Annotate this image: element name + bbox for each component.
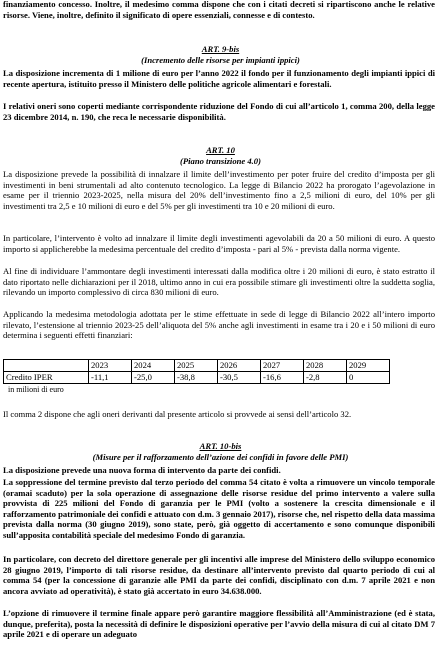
table-year-cell: 2029: [347, 360, 390, 372]
table-year-cell: 2028: [304, 360, 347, 372]
table-corner-cell: [4, 360, 89, 372]
table-year-cell: 2025: [175, 360, 218, 372]
art9bis-subtitle: (Incremento delle risorse per impianti ippici): [141, 55, 300, 65]
table-value-cell: -38,8: [175, 372, 218, 384]
table-unit-note: in milioni di euro: [8, 385, 64, 394]
table-row-label: Credito IPER: [4, 372, 89, 384]
art10-title: ART. 10: [206, 145, 235, 155]
financial-effects-table: [3, 359, 390, 384]
art10bis-subtitle: (Misure per il rafforzamento dell’azione dei confidi in favore delle PMI): [92, 452, 349, 462]
art10-paragraph-4: Applicando la medesima metodologia adottata per le stime effettuate in sede di legge di Bilancio 2022 all’intero importo rilevato, l’estensione al triennio 2023-25 dell’aliquota del 5% anche agli investimenti in esame tra i 20 e i 50 milioni di euro determina i seguenti effetti finanziari:: [3, 309, 435, 341]
table-header-row: [4, 360, 390, 372]
art9bis-title: ART. 9-bis: [201, 44, 240, 54]
art10-paragraph-3: Al fine di individuare l’ammontare degli investimenti interessati dalla modifica oltre i 20 milioni di euro, è stato estratto il dato riportato nelle dichiarazioni per il 2018, ultimo anno in cui era possibile stimare gli investimenti oltre la suddetta soglia, rilevando un importo complessivo di circa 830 milioni di euro.: [3, 266, 435, 298]
table-year-cell: 2024: [132, 360, 175, 372]
table-value-cell: -2,8: [304, 372, 347, 384]
table-value-cell: -25,0: [132, 372, 175, 384]
table-value-cell: -11,1: [89, 372, 132, 384]
table-value-cell: -16,6: [261, 372, 304, 384]
table-year-cell: 2023: [89, 360, 132, 372]
art10bis-title: ART. 10-bis: [199, 441, 242, 451]
intro-paragraph: finanziamento concesso. Inoltre, il medesimo comma dispone che con i citati decreti si ripartiscono anche le relative risorse. Viene, inoltre, definito il significato di opere essenziali, connesse e di contesto.: [3, 0, 435, 20]
table-row: [4, 372, 390, 384]
art10bis-paragraph-3: In particolare, con decreto del direttore generale per gli incentivi alle imprese del Ministero dello sviluppo economico 28 giugno 2019, l’importo di tali risorse residue, da destinare all’intervento previsto dal quarto periodo di cui al comma 54 (per la concessione di garanzie alle PMI da parte dei confidi, disciplinato con d.m. 7 aprile 2021 e non ancora avviato ad operatività), è stato già accertato in euro 34.638.000.: [3, 554, 435, 596]
table-year-cell: 2026: [218, 360, 261, 372]
art10-paragraph-2: In particolare, l’intervento è volto ad innalzare il limite degli investimenti agevolabili da 20 a 50 milioni di euro. A questo importo si applicherebbe la medesima percentuale del credito d’imposta - pari al 5% - prevista dalla norma vigente.: [3, 233, 435, 254]
art10-paragraph-5: Il comma 2 dispone che agli oneri derivanti dal presente articolo si provvede ai sensi dell’articolo 32.: [3, 409, 352, 419]
art10-subtitle: (Piano transizione 4.0): [180, 156, 261, 166]
table-value-cell: -30,5: [218, 372, 261, 384]
art10-paragraph-1: La disposizione prevede la possibilità di innalzare il limite dell’investimento per poter fruire del credito d’imposta per gli investimenti in beni strumentali ad alto contenuto tecnologico. La legge di Bilancio 2022 ha prorogato l’agevolazione in esame per il triennio 2023-2025, nella misura del 20% dell’investimento fino a 2,5 milioni di euro, del 10% per gli investimenti tra 2,5 e 10 milioni di euro e del 5% per gli investimenti tra 10 e 20 milioni di euro.: [3, 169, 435, 211]
art10bis-paragraph-1: La disposizione prevede una nuova forma di intervento da parte dei confidi.: [3, 465, 281, 475]
art10bis-paragraph-2: La soppressione del termine previsto dal terzo periodo del comma 54 citato è volta a rimuovere un vincolo temporale (oramai scaduto) per la sola operazione di assegnazione delle risorse residue del primo intervento a valere sulla provvista di 225 milioni del Fondo di garanzia per le PMI (volto a sostenere la crescita dimensionale e il rafforzamento patrimoniale dei confidi e attuato con d.m. 3 gennaio 2017), risorse che, nel rispetto della data massima prevista dalla norma (30 giugno 2019), sono state, però, già oggetto di accertamento e sono comunque disponibili sull’apposita contabilità speciale del medesimo Fondo di garanzia.: [3, 477, 435, 540]
art9bis-paragraph-1: La disposizione incrementa di 1 milione di euro per l’anno 2022 il fondo per il funzionamento degli impianti ippici di recente apertura, istituito presso il Ministero delle politiche agricole alimentari e forestali.: [3, 68, 435, 89]
table-year-cell: 2027: [261, 360, 304, 372]
art10bis-paragraph-4: L’opzione di rimuovere il termine finale appare però garantire maggiore flessibilità all’Amministrazione (ed è stata, dunque, preferita), posta la necessità di definire le disposizioni operative per l’avvio della misura di cui al citato DM 7 aprile 2021 e di operare un adeguato: [3, 608, 435, 640]
art9bis-paragraph-2: I relativi oneri sono coperti mediante corrispondente riduzione del Fondo di cui all’articolo 1, comma 200, della legge 23 dicembre 2014, n. 190, che reca le necessarie disponibilità.: [3, 101, 435, 122]
table-value-cell: 0: [347, 372, 390, 384]
